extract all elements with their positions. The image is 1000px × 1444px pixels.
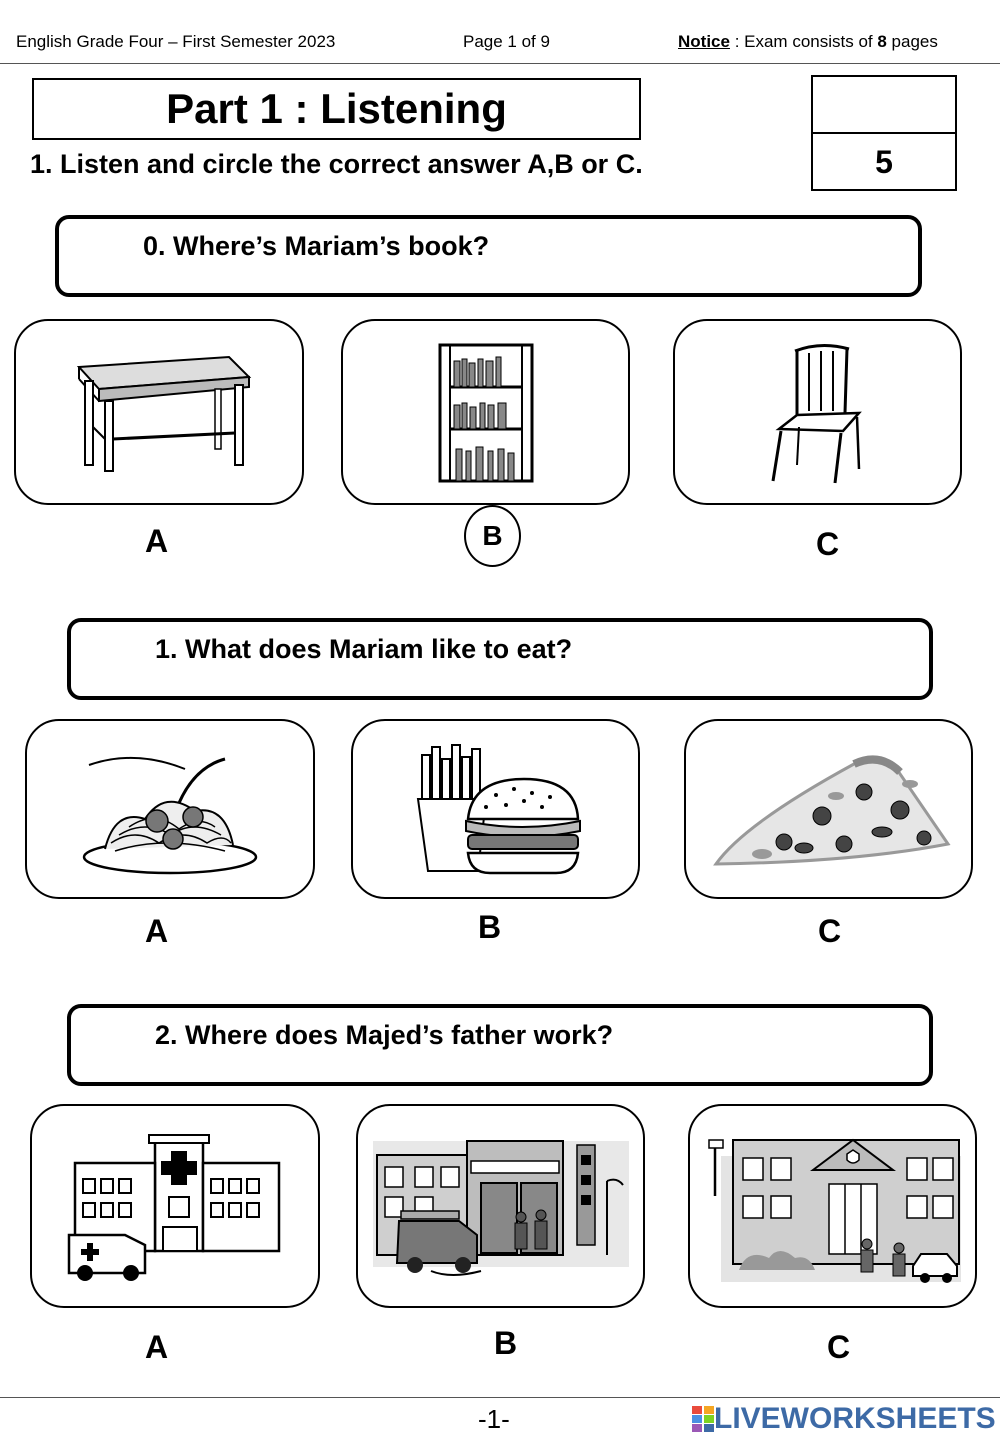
option-c-label-1[interactable]: C <box>818 913 842 949</box>
hospital-icon <box>65 1131 285 1281</box>
option-b-picture-1[interactable] <box>351 719 640 899</box>
option-b-label-0[interactable]: B <box>482 520 503 551</box>
fire-station-icon <box>371 1131 631 1281</box>
notice-text: : Exam consists of <box>729 32 878 51</box>
part-title-text: Part 1 : Listening <box>166 85 507 132</box>
option-b-label-1[interactable]: B <box>478 909 502 945</box>
notice-label: Notice <box>678 32 730 51</box>
option-b-picture-2[interactable] <box>356 1104 645 1308</box>
option-c-picture-0[interactable] <box>673 319 962 505</box>
option-c-picture-1[interactable] <box>684 719 973 899</box>
header-page-count: Page 1 of 9 <box>463 32 550 51</box>
footer-divider <box>0 1397 1000 1398</box>
brand-logo[interactable] <box>692 1402 996 1436</box>
page-number: -1- <box>478 1404 510 1434</box>
option-a-picture-0[interactable] <box>14 319 304 505</box>
police-station-icon <box>703 1126 963 1286</box>
option-a-label-0[interactable]: A <box>145 523 169 559</box>
instruction: 1. Listen and circle the correct answer A,B or C. <box>30 149 643 179</box>
part-title <box>32 78 641 140</box>
header-divider <box>0 63 1000 64</box>
option-b-label-2[interactable]: B <box>494 1325 518 1361</box>
question-text-1: 1. What does Mariam like to eat? <box>155 634 573 664</box>
option-a-label-2[interactable]: A <box>145 1329 169 1365</box>
question-text-0: 0. Where’s Mariam’s book? <box>143 231 490 261</box>
liveworksheets-logo-icon <box>692 1406 714 1432</box>
option-c-label-0[interactable]: C <box>816 526 840 562</box>
option-b-picture-0[interactable] <box>341 319 630 505</box>
question-text-2: 2. Where does Majed’s father work? <box>155 1020 614 1050</box>
option-a-picture-1[interactable] <box>25 719 315 899</box>
bookshelf-icon <box>426 337 546 487</box>
option-c-picture-2[interactable] <box>688 1104 977 1308</box>
score-value: 5 <box>875 144 893 180</box>
notice-page-count: 8 <box>877 32 887 51</box>
option-a-label-1[interactable]: A <box>145 913 169 949</box>
table-icon <box>59 347 259 477</box>
header-notice <box>678 32 938 52</box>
burger-fries-icon <box>406 739 586 879</box>
question-box-1 <box>67 618 933 700</box>
score-box <box>811 75 957 191</box>
score-blank[interactable] <box>813 77 955 134</box>
spaghetti-icon <box>75 739 265 879</box>
circled-answer-0[interactable] <box>464 505 521 567</box>
option-a-picture-2[interactable] <box>30 1104 320 1308</box>
brand-name: LIVEWORKSHEETS <box>714 1402 996 1435</box>
pizza-slice-icon <box>704 744 954 874</box>
question-box-2 <box>67 1004 933 1086</box>
option-c-label-2[interactable]: C <box>827 1329 851 1365</box>
header-subject: English Grade Four – First Semester 2023 <box>16 32 336 51</box>
chair-icon <box>763 337 873 487</box>
notice-end: pages <box>886 32 938 51</box>
question-box-0 <box>55 215 922 297</box>
